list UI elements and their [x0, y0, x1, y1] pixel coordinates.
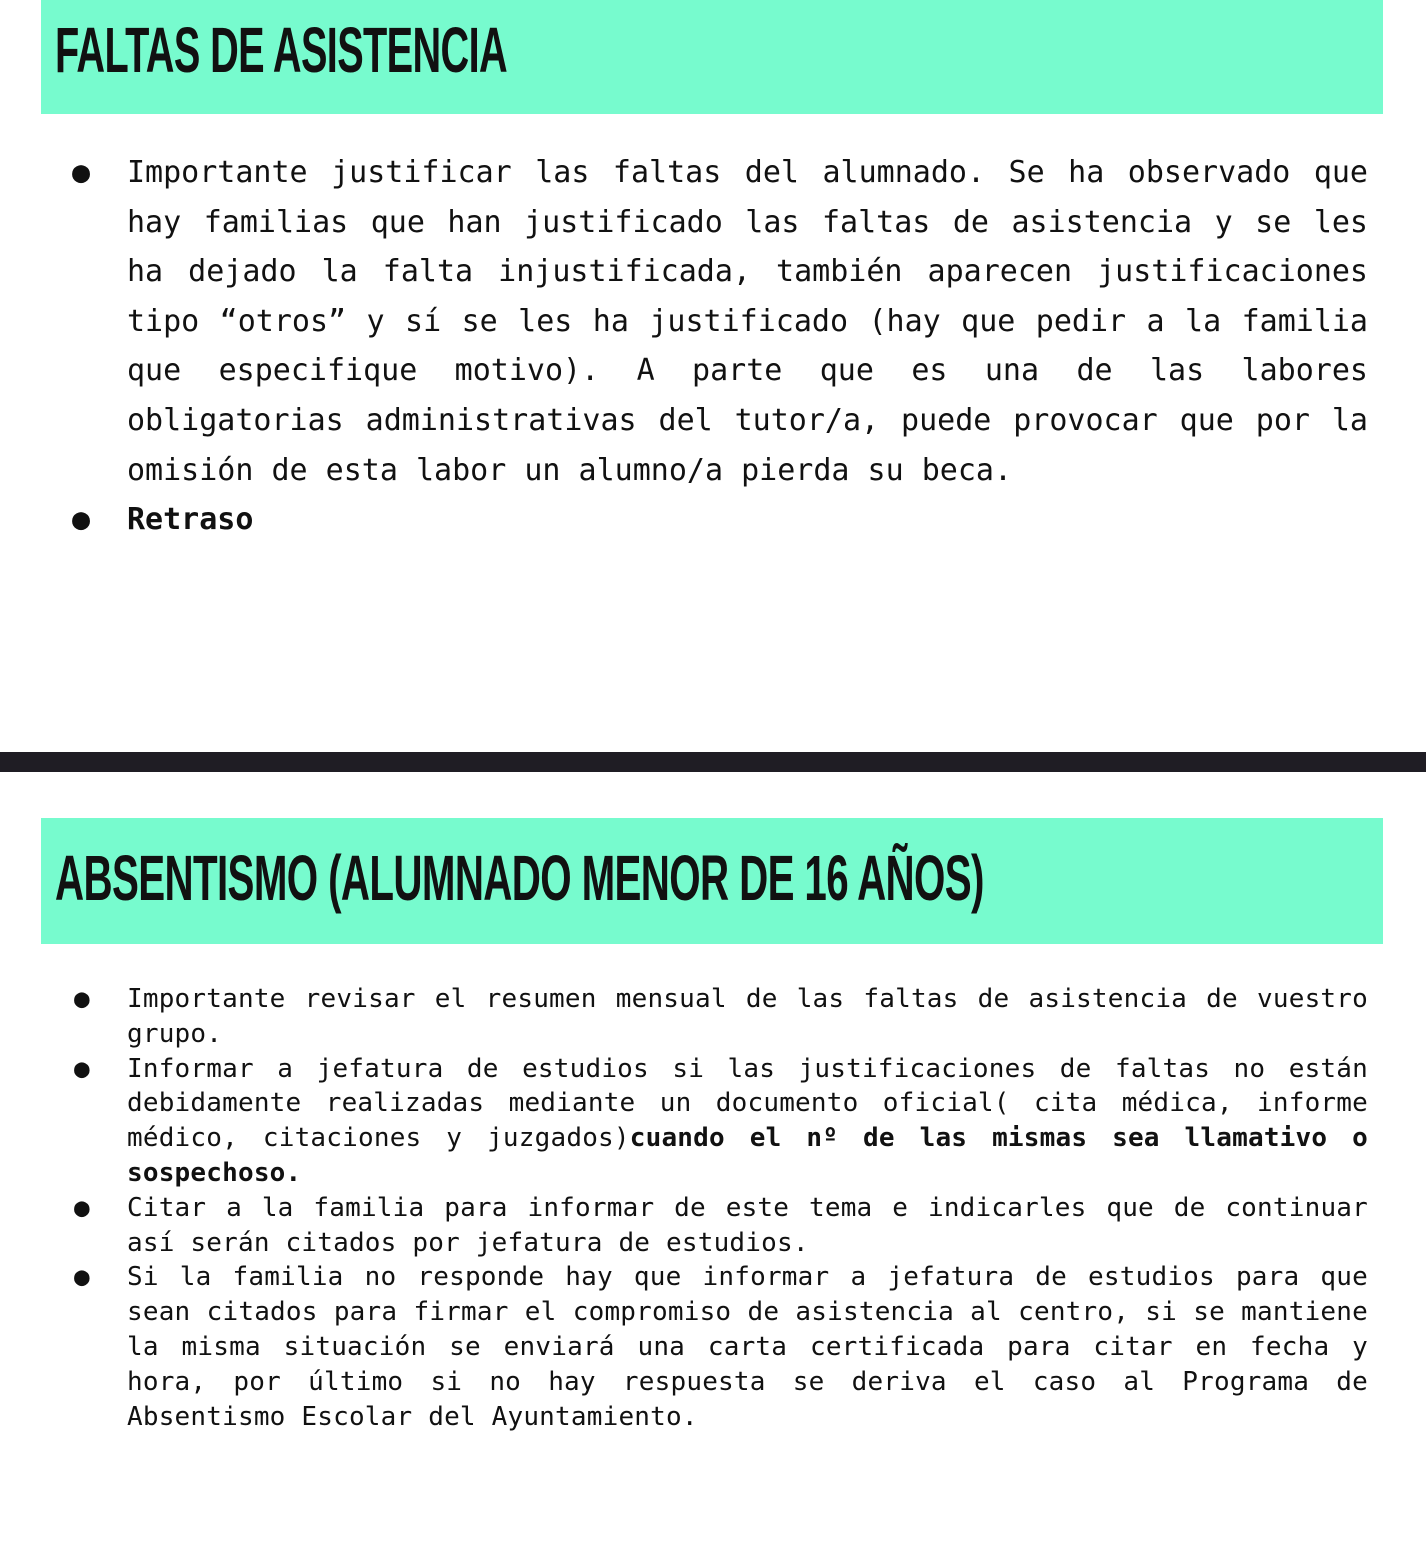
bullet-text: Citar a la familia para informar de este tema e indicarles que de continuar así serán citados por jefatura de estudios. [127, 1192, 1368, 1258]
bullet-list [0, 148, 1426, 545]
bullet-text: Informar a jefatura de estudios si las justificaciones de faltas no están debidamente realizadas mediante un documento oficial( cita médica, informe médico, citaciones y juzgados) [127, 1053, 1368, 1154]
bullet-bold-text: cuando el nº de las mismas sea llamativo o sospechoso. [127, 1123, 1368, 1188]
bullet-icon: ● [74, 1053, 90, 1084]
title-bar [41, 0, 1383, 114]
slide-faltas-de-asistencia [0, 0, 1426, 752]
bullet-text: Retraso [127, 502, 254, 538]
bullet-icon: ● [74, 984, 90, 1014]
bullet-icon: ● [74, 1192, 90, 1223]
bullet-text: Importante revisar el resumen mensual de las faltas de asistencia de vuestro grupo. [127, 984, 1368, 1049]
bullet-text: Si la familia no responde hay que informar a jefatura de estudios para que sean citados para firmar el compromiso de asistencia al centro, si se mantiene la misma situación se enviará una carta certificada para citar en fecha y hora, por último si no hay respuesta se deriva el caso al Programa de Absentismo Escolar del Ayuntamiento. [127, 1262, 1368, 1432]
list-item [72, 495, 1368, 545]
list-item [74, 1191, 1368, 1261]
list-item [74, 1052, 1368, 1191]
slide-divider [0, 752, 1426, 772]
title-bar [41, 818, 1383, 944]
bullet-icon: ● [72, 502, 91, 538]
list-item [74, 982, 1368, 1052]
bullet-text: Importante justificar las faltas del alumnado. Se ha observado que hay familias que han justificado las faltas de asistencia y se les ha dejado la falta injustificada, también aparecen justificaciones tipo “otros” y sí se les ha justificado (hay que pedir a la familia que especifique motivo). A parte que es una de las labores obligatorias administrativas del tutor/a, puede provocar que por la omisión de esta labor un alumno/a pierda su beca. [127, 155, 1368, 488]
slide-title: ABSENTISMO (ALUMNADO MENOR DE 16 AÑOS) [55, 842, 984, 914]
bullet-icon: ● [74, 1262, 90, 1293]
slide-title: FALTAS DE ASISTENCIA [55, 14, 508, 86]
list-item [74, 1260, 1368, 1434]
list-item [72, 148, 1368, 495]
bullet-list [0, 982, 1426, 1434]
bullet-icon: ● [72, 155, 91, 190]
